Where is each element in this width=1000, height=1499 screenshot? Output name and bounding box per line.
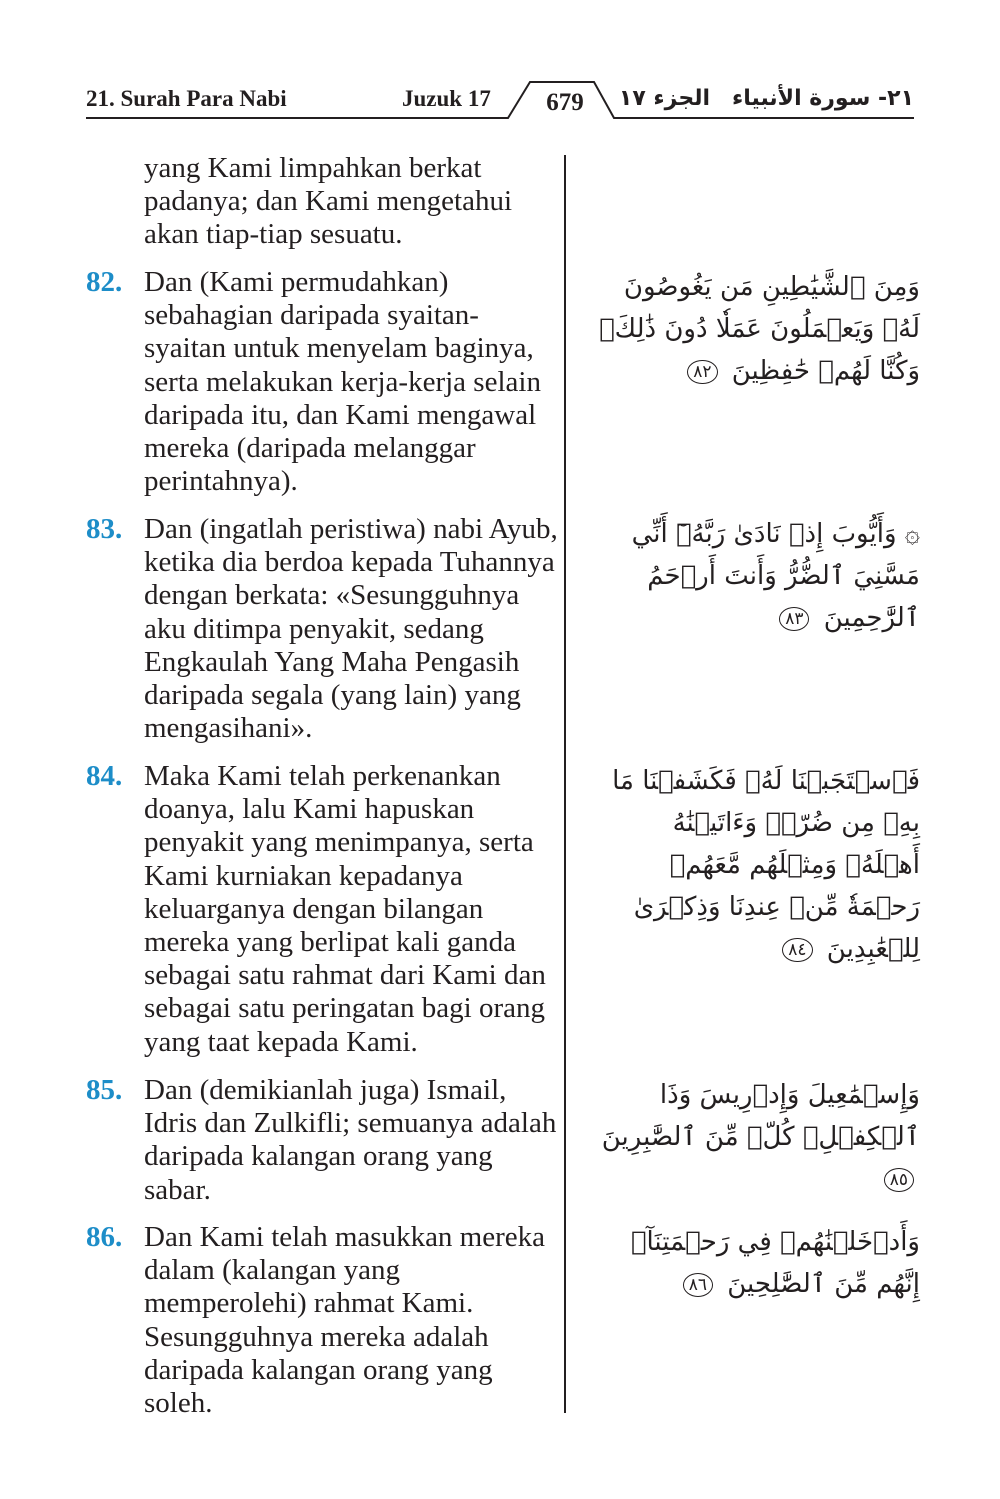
surah-title-ar: ٢١- سورة الأنبياء <box>731 86 914 111</box>
verse-83-arabic <box>590 513 920 639</box>
verse-end-marker: ٨٦ <box>683 1273 713 1297</box>
arabic-text: ۞ وَأَيُّوبَ إِذۡ نَادَىٰ رَبَّهُۥٓ أَنِّي مَسَّنِيَ ٱلضُّرُّ وَأَنتَ أَرۡحَمُ ٱلرَّٰحِمِينَ <box>631 519 920 633</box>
surah-title-en: 21. Surah Para Nabi <box>86 86 287 111</box>
verse-84-translation <box>86 760 560 1059</box>
verse-84-arabic <box>590 760 920 970</box>
column-divider <box>564 155 566 1413</box>
verse-86-arabic <box>590 1221 920 1305</box>
arabic-text: وَأَدۡخَلۡنَٰهُمۡ فِي رَحۡمَتِنَآۖ إِنَّهُم مِّنَ ٱلصَّٰلِحِينَ <box>630 1227 920 1299</box>
verse-text: Dan (Kami permudahkan) sebahagian daripada syaitan-syaitan untuk menyelam baginya, serta melakukan kerja-kerja selain daripada itu, dan Kami mengawal mereka (daripada melanggar perintahnya). <box>144 266 541 498</box>
arabic-text: وَإِسۡمَٰعِيلَ وَإِدۡرِيسَ وَذَا ٱلۡكِفۡلِۖ كُلّٞ مِّنَ ٱلصَّٰبِرِينَ <box>601 1080 920 1152</box>
arabic-text: فَٱسۡتَجَبۡنَا لَهُۥ فَكَشَفۡنَا مَا بِهِۦ مِن ضُرّٖۖ وَءَاتَيۡنَٰهُ أَهۡلَهُۥ وَمِثۡلَهُم مَّعَهُمۡ رَحۡمَةٗ مِّنۡ عِندِنَا وَذِكۡرَىٰ لِلۡعَٰبِدِينَ <box>612 766 920 964</box>
verse-85-arabic <box>590 1074 920 1200</box>
verse-end-marker: ٨٢ <box>687 360 717 384</box>
verse-number: 83. <box>86 513 123 545</box>
verse-number: 85. <box>86 1074 123 1106</box>
page-header <box>0 0 1000 130</box>
juz-label-en: Juzuk 17 <box>402 86 491 111</box>
verse-text: Dan (demikianlah juga) Ismail, Idris dan Zulkifli; semuanya adalah daripada kalangan orang yang sabar. <box>144 1074 557 1206</box>
verse-85-translation <box>86 1074 560 1207</box>
verse-82-arabic <box>590 266 920 392</box>
verse-number: 82. <box>86 266 123 298</box>
verse-text: Dan (ingatlah peristiwa) nabi Ayub, ketika dia berdoa kepada Tuhannya dengan berkata: «Sesungguhnya aku ditimpa penyakit, sedang Engkaulah Yang Maha Pengasih daripada segala (yang lain) yang mengasihani». <box>144 513 558 745</box>
arabic-text: وَمِنَ ٱلشَّيَٰطِينِ مَن يَغُوصُونَ لَهُۥ وَيَعۡمَلُونَ عَمَلٗا دُونَ ذَٰلِكَۖ وَكُنَّا لَهُمۡ حَٰفِظِينَ <box>599 272 920 386</box>
verse-82-translation <box>86 266 560 498</box>
verse-end-marker: ٨٤ <box>782 938 812 962</box>
verse-end-marker: ٨٥ <box>884 1168 914 1192</box>
verse-86-translation <box>86 1221 560 1420</box>
juz-label-ar: الجزء ١٧ <box>618 86 710 111</box>
continuation-text: yang Kami limpahkan berkat padanya; dan Kami mengetahui akan tiap-tiap sesuatu. <box>144 152 513 251</box>
verse-number: 84. <box>86 760 123 792</box>
verse-number: 86. <box>86 1221 123 1253</box>
verse-text: Dan Kami telah masukkan mereka dalam (kalangan yang memperolehi) rahmat Kami. Sesungguhnya mereka adalah daripada kalangan orang yang soleh. <box>144 1221 546 1420</box>
verse-end-marker: ٨٣ <box>779 607 809 631</box>
verse-83-translation <box>86 513 560 745</box>
page-number: 679 <box>546 89 584 116</box>
verse-text: Maka Kami telah perkenankan doanya, lalu Kami hapuskan penyakit yang menimpanya, serta Kami kurniakan kepadanya keluarganya dengan bilangan mereka yang berlipat kali ganda sebagai satu rahmat dari Kami dan sebagai satu peringatan bagi orang yang taat kepada Kami. <box>144 760 546 1058</box>
